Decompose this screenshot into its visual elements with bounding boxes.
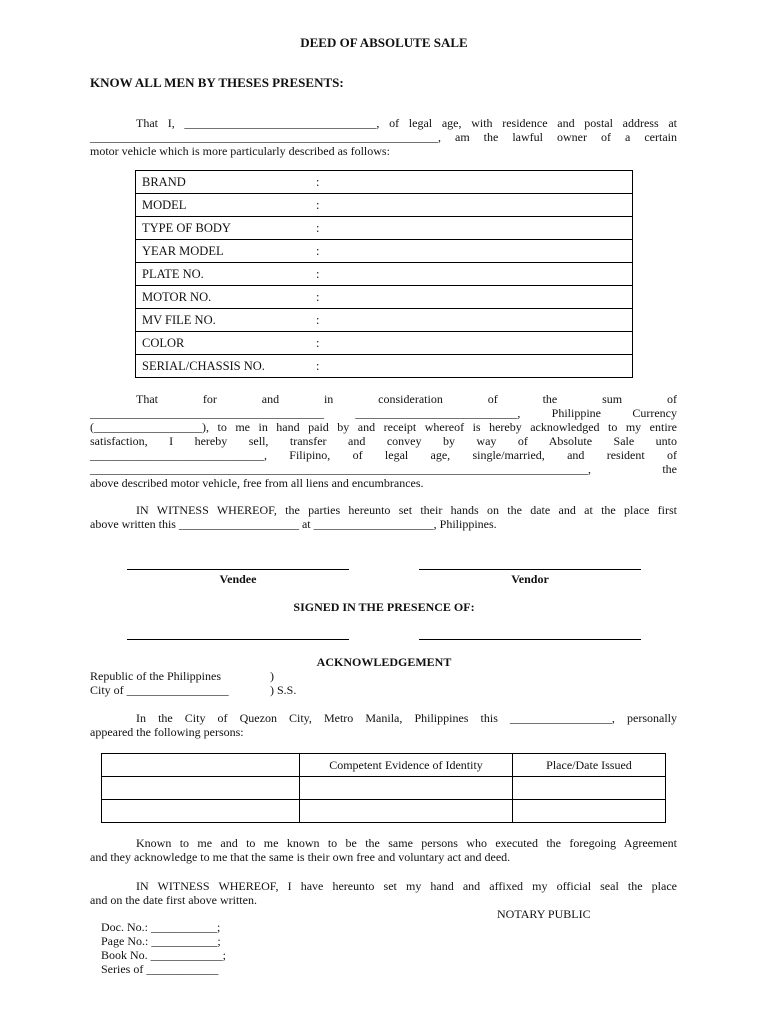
page-no: Page No.: ___________;: [101, 934, 221, 948]
identity-table: [101, 753, 666, 823]
table-row: [136, 309, 633, 332]
table-header-row: [102, 754, 666, 777]
table-row: [102, 800, 666, 823]
vehicle-value-field[interactable]: :: [310, 217, 633, 240]
vehicle-details-table: [135, 170, 633, 378]
salutation: KNOW ALL MEN BY THESES PRESENTS:: [90, 75, 344, 90]
known-line-1: Known to me and to me known to be the same persons who executed the foregoing Agreement: [136, 836, 677, 850]
owner-line-3: motor vehicle which is more particularly described as follows:: [90, 144, 390, 158]
vendee-signature-line[interactable]: [127, 569, 349, 570]
consideration-line-3: (__________________), to me in hand paid by and receipt whereof is hereby acknowledged to my entire: [90, 420, 677, 434]
vehicle-value-field[interactable]: :: [310, 171, 633, 194]
identity-cell[interactable]: [513, 777, 666, 800]
vehicle-label: MOTOR NO.: [136, 286, 311, 309]
vehicle-label: TYPE OF BODY: [136, 217, 311, 240]
vehicle-label: PLATE NO.: [136, 263, 311, 286]
notary-witness-line-1: IN WITNESS WHEREOF, I have hereunto set my hand and affixed my official seal the place: [136, 879, 677, 893]
vehicle-label: YEAR MODEL: [136, 240, 311, 263]
vehicle-value-field[interactable]: :: [310, 240, 633, 263]
vehicle-value-field[interactable]: :: [310, 286, 633, 309]
identity-cell[interactable]: [102, 800, 300, 823]
document-title: DEED OF ABSOLUTE SALE: [300, 35, 468, 50]
vehicle-value-field[interactable]: :: [310, 194, 633, 217]
notary-public-label: NOTARY PUBLIC: [497, 907, 591, 921]
witness-2-signature-line[interactable]: [419, 639, 641, 640]
owner-line-1: That I, ________________________________, of legal age, with residence and postal address at: [136, 116, 677, 130]
identity-cell[interactable]: [513, 800, 666, 823]
witness-line-1: IN WITNESS WHEREOF, the parties hereunto set their hands on the date and at the place first: [136, 503, 677, 517]
city-label: City of _________________: [90, 683, 229, 697]
vehicle-value-field[interactable]: :: [310, 355, 633, 378]
notary-witness-line-2: and on the date first above written.: [90, 893, 257, 907]
consideration-line-2: _______________________________________ ___________________________, Philippine Currency: [90, 406, 677, 420]
notary-witness-paragraph: [90, 879, 677, 907]
appearance-paragraph: [90, 711, 677, 739]
owner-paragraph: [90, 116, 677, 158]
identity-header-evidence: Competent Evidence of Identity: [300, 754, 513, 777]
presence-heading: SIGNED IN THE PRESENCE OF:: [293, 600, 475, 614]
table-row: [136, 332, 633, 355]
witness-paragraph: [90, 503, 677, 531]
consideration-paragraph: [90, 392, 677, 490]
vendee-label: Vendee: [219, 572, 257, 586]
vehicle-label: MV FILE NO.: [136, 309, 311, 332]
identity-header-name: [102, 754, 300, 777]
city-paren: ) S.S.: [270, 683, 297, 697]
table-row: [136, 194, 633, 217]
known-line-2: and they acknowledge to me that the same is their own free and voluntary act and deed.: [90, 850, 511, 864]
vendor-label: Vendor: [511, 572, 549, 586]
vehicle-label: COLOR: [136, 332, 311, 355]
table-row: [136, 286, 633, 309]
vehicle-value-field[interactable]: :: [310, 309, 633, 332]
owner-line-2: __________________________________________________________, am the lawful owner of a certain: [90, 130, 677, 144]
consideration-line-5: _____________________________, Filipino, of legal age, single/married, and resident of: [90, 448, 677, 462]
vehicle-label: MODEL: [136, 194, 311, 217]
consideration-line-1: That for and in consideration of the sum of: [136, 392, 677, 406]
witness-1-signature-line[interactable]: [127, 639, 349, 640]
table-row: [136, 171, 633, 194]
republic-paren: ): [270, 669, 274, 683]
appearance-line-1: In the City of Quezon City, Metro Manila, Philippines this _________________, personally: [136, 711, 677, 725]
acknowledgement-heading: ACKNOWLEDGEMENT: [316, 655, 452, 669]
table-row: [102, 777, 666, 800]
table-row: [136, 263, 633, 286]
vehicle-value-field[interactable]: :: [310, 332, 633, 355]
vendor-signature-line[interactable]: [419, 569, 641, 570]
series-of: Series of ____________: [101, 962, 219, 976]
consideration-line-4: satisfaction, I hereby sell, transfer and convey by way of Absolute Sale unto: [90, 434, 677, 448]
consideration-line-6: ___________________________________________________________________________________, the: [90, 462, 677, 476]
vehicle-value-field[interactable]: :: [310, 263, 633, 286]
table-row: [136, 240, 633, 263]
consideration-line-7: above described motor vehicle, free from all liens and encumbrances.: [90, 476, 424, 490]
identity-cell[interactable]: [102, 777, 300, 800]
table-row: [136, 355, 633, 378]
identity-header-place-date: Place/Date Issued: [513, 754, 666, 777]
known-paragraph: [90, 836, 677, 864]
identity-cell[interactable]: [300, 777, 513, 800]
identity-cell[interactable]: [300, 800, 513, 823]
vehicle-label: SERIAL/CHASSIS NO.: [136, 355, 311, 378]
table-row: [136, 217, 633, 240]
republic-label: Republic of the Philippines: [90, 669, 221, 683]
vehicle-label: BRAND: [136, 171, 311, 194]
witness-line-2: above written this ____________________ at ____________________, Philippines.: [90, 517, 497, 531]
appearance-line-2: appeared the following persons:: [90, 725, 244, 739]
doc-no: Doc. No.: ___________;: [101, 920, 221, 934]
book-no: Book No. ____________;: [101, 948, 227, 962]
